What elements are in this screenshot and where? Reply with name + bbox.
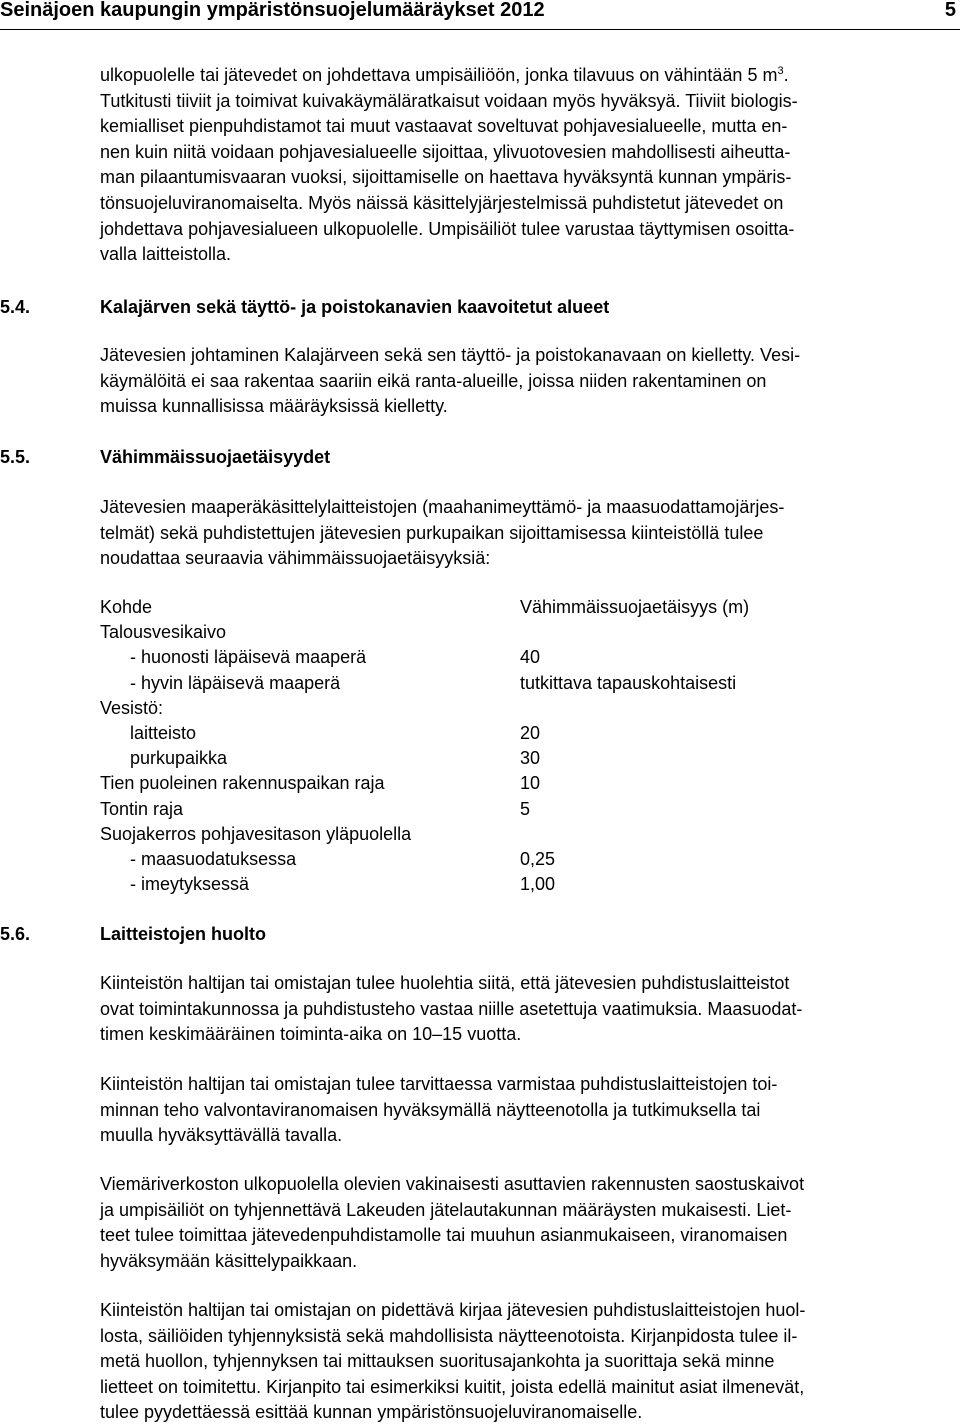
text-line: ja umpisäiliöt on tyhjennettävä Lakeuden jätelautakunnan määräysten mukaisesti. Liet-	[100, 1199, 792, 1220]
table-cell: Talousvesikaivo	[100, 622, 227, 643]
text-line: teet tulee toimittaa jätevedenpuhdistamolle tai muuhun asianmukaiseen, viranomaisen	[100, 1225, 788, 1246]
table-cell: 40	[520, 647, 541, 668]
table-row	[100, 671, 860, 696]
text-line: metä huollon, tyhjennyksen tai mittauksen suoritusajankohta ja suorittaja sekä minne	[100, 1351, 775, 1372]
table-cell: tutkittava tapauskohtaisesti	[520, 672, 737, 693]
text-line: nen kuin niitä voidaan pohjavesialueelle sijoittaa, ylivuotovesien mahdollisesti aiheutta-	[100, 141, 791, 162]
table-row	[100, 696, 860, 721]
table-row	[100, 721, 860, 746]
table-cell: - hyvin läpäisevä maaperä	[130, 672, 341, 693]
section-54-paragraph	[100, 343, 945, 420]
section-heading: Kalajärven sekä täyttö- ja poistokanavien kaavoitetut alueet	[100, 297, 610, 317]
table-cell: - imeytyksessä	[130, 874, 250, 895]
table-row	[100, 872, 860, 897]
text-line: Viemäriverkoston ulkopuolella olevien vakinaisesti asuttavien rakennusten saostuskaivot	[100, 1174, 805, 1194]
table-header-row	[100, 595, 860, 620]
table-row	[100, 746, 860, 771]
table-row	[100, 822, 860, 847]
text-line: Kiinteistön haltijan tai omistajan tulee huolehtia siitä, että jätevesien puhdistuslaitteistot	[100, 973, 790, 993]
text-line: hyväksymään käsittelypaikkaan.	[100, 1250, 358, 1271]
table-cell: - huonosti läpäisevä maaperä	[130, 647, 367, 668]
text-line: valla laitteistolla.	[100, 244, 232, 265]
table-row	[100, 797, 860, 822]
text-line: Kiinteistön haltijan tai omistajan on pidettävä kirjaa jätevesien puhdistuslaitteistojen huol-	[100, 1300, 806, 1320]
text-line: lietteet on toimitettu. Kirjanpito tai esimerkiksi kuitit, joista edellä mainitut asiat ilmenevät,	[100, 1376, 805, 1397]
table-cell: purkupaikka	[130, 748, 228, 769]
table-row	[100, 645, 860, 670]
text-line: kemialliset pienpuhdistamot tai muut vastaavat soveltuvat pohjavesialueelle, mutta en-	[100, 116, 788, 137]
table-cell: 20	[520, 722, 541, 743]
text-line: Kiinteistön haltijan tai omistajan tulee tarvittaessa varmistaa puhdistuslaitteistojen toi-	[100, 1074, 778, 1094]
table-cell: laitteisto	[130, 722, 197, 743]
table-cell: 10	[520, 773, 541, 794]
table-cell: Tien puoleinen rakennuspaikan raja	[100, 773, 385, 794]
document-title: Seinäjoen kaupungin ympäristönsuojelumääräykset 2012	[0, 0, 545, 21]
table-cell: 0,25	[520, 848, 556, 869]
text-line: telmät) sekä puhdistettujen jätevesien purkupaikan sijoittamisessa kiinteistöllä tulee	[100, 522, 764, 543]
section-55-paragraph	[100, 495, 945, 572]
page-number: 5	[944, 0, 956, 21]
text-line: minnan teho valvontaviranomaisen hyväksymällä näytteenotolla ja tutkimuksella tai	[100, 1099, 761, 1120]
table-cell: - maasuodatuksessa	[130, 848, 297, 869]
section-number: 5.4.	[0, 297, 31, 317]
table-cell: Tontin raja	[100, 798, 184, 819]
table-cell: 1,00	[520, 874, 556, 895]
table-cell: 5	[520, 798, 531, 819]
section-56-paragraph	[100, 1172, 945, 1274]
text-line: tönsuojeluviranomaiselta. Myös näissä käsittelyjärjestelmissä puhdistetut jätevedet on	[100, 192, 784, 213]
text-line: käymälöitä ei saa rakentaa saariin eikä ranta-alueille, joissa niiden rakentaminen on	[100, 370, 767, 391]
table-row	[100, 620, 860, 645]
table-row	[100, 771, 860, 796]
text-line: muissa kunnallisissa määräyksissä kielletty.	[100, 396, 448, 417]
text-line: man pilaantumisvaaran vuoksi, sijoittamiselle on haettava hyväksyntä kunnan ympäris-	[100, 167, 792, 188]
text-line: tulee pyydettäessä esittää kunnan ympäristönsuojeluviranomaiselle.	[100, 1402, 643, 1423]
text-line: timen keskimääräinen toiminta-aika on 10–15 vuotta.	[100, 1024, 522, 1045]
text-line: Jätevesien johtaminen Kalajärveen sekä sen täyttö- ja poistokanavaan on kielletty. Vesi-	[100, 345, 801, 365]
text-line: Tutkitusti tiiviit ja toimivat kuivakäymäläratkaisut voidaan myös hyväksyä. Tiiviit biologis-	[100, 90, 798, 111]
text-line: losta, säiliöiden tyhjennyksistä sekä mahdollisista näytteenotoista. Kirjanpidosta tulee il-	[100, 1325, 798, 1346]
section-number: 5.5.	[0, 447, 31, 467]
section-56-paragraph	[100, 971, 945, 1048]
distance-table	[100, 595, 860, 897]
section-heading: Vähimmäissuojaetäisyydet	[100, 447, 331, 467]
text-line: muulla hyväksyttävällä tavalla.	[100, 1125, 343, 1146]
section-56-paragraph	[100, 1298, 945, 1426]
superscript: 3	[777, 65, 784, 77]
text-line: johdettava pohjavesialueen ulkopuolelle. Umpisäiliöt tulee varustaa täyttymisen osoitta-	[100, 218, 795, 239]
text-line: ovat toimintakunnossa ja puhdistusteho vastaa niille asetettuja vaatimuksia. Maasuodat-	[100, 998, 803, 1019]
table-cell: Suojakerros pohjavesitason yläpuolella	[100, 823, 412, 844]
text-line: Jätevesien maaperäkäsittelylaitteistojen (maahanimeyttämö- ja maasuodattamojärjes-	[100, 497, 785, 517]
column-header: Vähimmäissuojaetäisyys (m)	[520, 597, 750, 617]
section-56-paragraph	[100, 1072, 945, 1149]
column-header: Kohde	[100, 597, 153, 617]
text-line: noudattaa seuraavia vähimmäissuojaetäisyyksiä:	[100, 548, 491, 569]
table-row	[100, 847, 860, 872]
intro-paragraph	[100, 63, 945, 268]
table-cell: 30	[520, 748, 541, 769]
section-heading: Laitteistojen huolto	[100, 924, 266, 944]
section-number: 5.6.	[0, 924, 31, 944]
page-header	[0, 0, 960, 30]
table-cell: Vesistö:	[100, 697, 164, 718]
text-line: ulkopuolelle tai jätevedet on johdettava umpisäiliöön, jonka tilavuus on vähintään 5 $m^3$.	[100, 65, 789, 85]
